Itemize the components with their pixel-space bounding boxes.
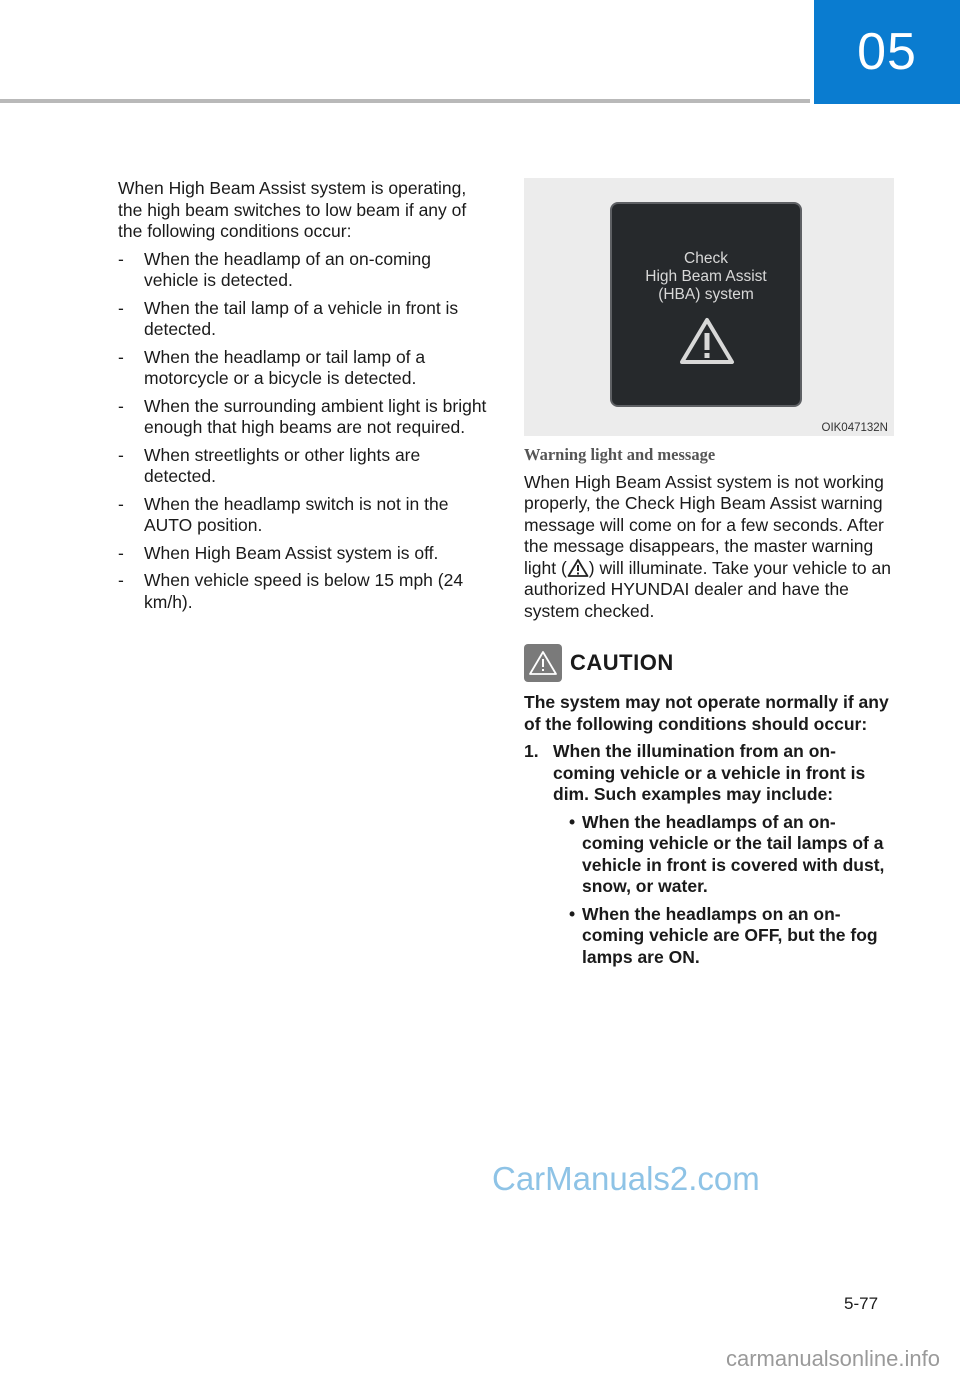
caution-icon <box>524 644 562 682</box>
caution-title: CAUTION <box>570 650 674 676</box>
header-rule <box>0 99 810 103</box>
caution-sublist <box>569 812 896 969</box>
list-item: - When the surrounding ambient light is bright enough that high beams are not required. <box>118 395 487 437</box>
list-item: - When vehicle speed is below 15 mph (24 km/h). <box>118 570 464 612</box>
caution-heading <box>524 644 896 682</box>
cluster-figure <box>524 178 894 436</box>
footer-site-link[interactable]: carmanualsonline.info <box>0 1346 960 1374</box>
figure-code: OIK047132N <box>821 422 888 434</box>
right-column <box>524 444 896 974</box>
list-item: - When the headlamp of an on-coming vehicle is detected. <box>118 248 431 290</box>
list-item: - When the tail lamp of a vehicle in front is detected. <box>118 297 459 339</box>
page-number: 5-77 <box>844 1294 879 1313</box>
warning-triangle-icon <box>678 316 736 366</box>
chapter-tab <box>814 0 960 104</box>
caution-list <box>524 741 896 968</box>
caution-intro: The system may not operate normally if any of the following conditions should occur: <box>524 692 889 734</box>
figure-caption: Warning light and message <box>524 445 716 464</box>
left-column <box>118 178 490 619</box>
list-item: - When streetlights or other lights are detected. <box>118 444 421 486</box>
caution-body <box>524 692 896 968</box>
cluster-display <box>610 202 802 407</box>
list-item: • When the headlamps on an on-coming vehicle are OFF, but the fog lamps are ON. <box>569 903 878 967</box>
warning-paragraph: When High Beam Assist system is not working properly, the Check High Beam Assist warning message will come on for a few seconds. After the message disappears, the master warning light ( ) will illuminate. Take your vehicle to an authorized HYUNDAI dealer and have the system checked. <box>524 471 891 621</box>
cluster-message: Check High Beam Assist (HBA) system <box>645 250 767 303</box>
master-warning-icon <box>567 558 589 578</box>
watermark: CarManuals2.com <box>492 1160 760 1197</box>
list-item: - When the headlamp or tail lamp of a motorcycle or a bicycle is detected. <box>118 346 426 388</box>
list-item: - When High Beam Assist system is off. <box>118 542 439 563</box>
conditions-list <box>118 249 490 614</box>
list-item: 1. When the illumination from an on-coming vehicle or a vehicle in front is dim. Such examples may include: • When the headlamps of an on-coming vehicle or the tail lamps of a vehicle in front is covered with dust, snow, or water. • When the headlamps on an on-coming vehicle are OFF, but the fog lamps are ON. <box>524 741 896 968</box>
intro-paragraph: When High Beam Assist system is operating, the high beam switches to low beam if any of the following conditions occur: <box>118 178 467 241</box>
list-item: • When the headlamps of an on-coming vehicle or the tail lamps of a vehicle in front is covered with dust, snow, or water. <box>569 811 885 896</box>
chapter-number: 05 <box>857 23 917 81</box>
list-item: - When the headlamp switch is not in the AUTO position. <box>118 493 449 535</box>
